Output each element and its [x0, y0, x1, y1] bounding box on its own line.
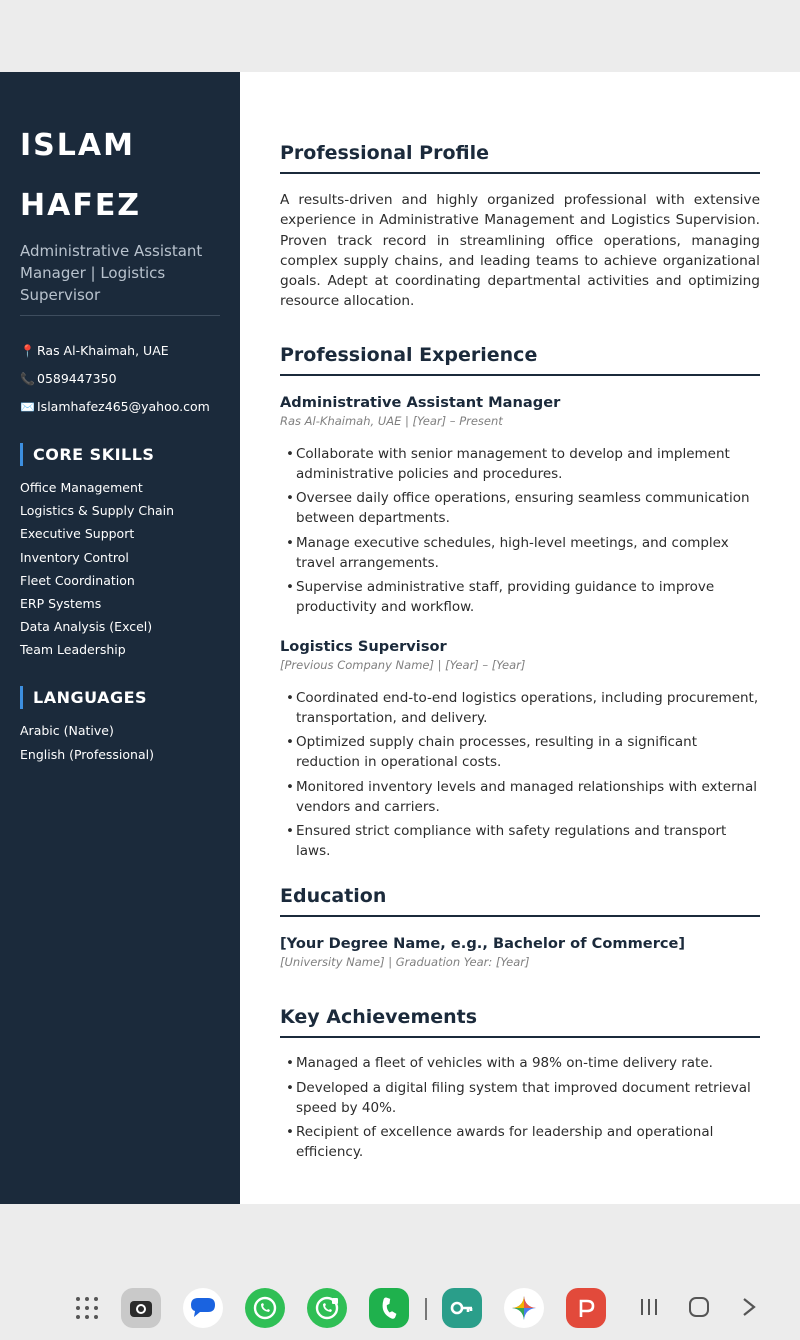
- messages-app-icon[interactable]: [183, 1288, 223, 1328]
- email-text: Islamhafez465@yahoo.com: [37, 399, 210, 414]
- bullet-item: • Supervise administrative staff, providing guidance to improve productivity and workflow.: [280, 577, 760, 617]
- achievement-item: • Recipient of excellence awards for leadership and operational efficiency.: [280, 1122, 760, 1162]
- name-line-2: HAFEZ: [20, 188, 142, 223]
- bullet-item: • Oversee daily office operations, ensuring seamless communication between departments.: [280, 488, 760, 528]
- job-bullets: [280, 444, 760, 617]
- pdf-app-icon[interactable]: [566, 1288, 606, 1328]
- phone-app-icon[interactable]: [369, 1288, 409, 1328]
- contact-location: [20, 343, 220, 359]
- android-taskbar: [0, 1276, 800, 1340]
- contact-phone[interactable]: [20, 371, 220, 387]
- experience-heading: Professional Experience: [280, 342, 760, 376]
- job-entry: [280, 393, 760, 617]
- languages-heading: LANGUAGES: [20, 686, 220, 709]
- location-text: Ras Al-Khaimah, UAE: [37, 343, 169, 358]
- achievement-item: • Managed a fleet of vehicles with a 98% on-time delivery rate.: [280, 1053, 760, 1073]
- app-drawer-icon[interactable]: [76, 1297, 98, 1319]
- bullet-item: • Collaborate with senior management to develop and implement administrative policies and procedures.: [280, 444, 760, 484]
- bullet-item: • Coordinated end-to-end logistics operations, including procurement, transportation, and delivery.: [280, 688, 760, 728]
- taskbar-divider: [425, 1298, 427, 1320]
- education-section: [280, 883, 760, 970]
- profile-section: [280, 140, 760, 312]
- language-item: Arabic (Native): [20, 723, 114, 739]
- job-title: Administrative Assistant Manager: [280, 393, 561, 411]
- back-icon[interactable]: [738, 1296, 760, 1322]
- education-heading: Education: [280, 883, 760, 917]
- phone-icon: 📞: [20, 372, 35, 386]
- gemini-app-icon[interactable]: [504, 1288, 544, 1328]
- camera-app-icon[interactable]: [121, 1288, 161, 1328]
- job-title: Logistics Supervisor: [280, 637, 447, 655]
- skill-item: Data Analysis (Excel): [20, 619, 153, 635]
- whatsapp-app-icon[interactable]: [245, 1288, 285, 1328]
- profile-text: A results-driven and highly organized professional with extensive experience in Administrative Management and Logistics Supervision. Proven track record in streamlining office operations, managing complex supply chains, and leading teams to achieve organizational goals. Adept at coordinating departmental activities and optimizing resource allocation.: [280, 192, 760, 310]
- skills-list: [20, 480, 220, 658]
- bullet-item: • Manage executive schedules, high-level meetings, and complex travel arrangements.: [280, 533, 760, 573]
- bullet-item: • Ensured strict compliance with safety regulations and transport laws.: [280, 821, 760, 861]
- vpn-key-app-icon[interactable]: [442, 1288, 482, 1328]
- phone-text: 0589447350: [37, 371, 117, 386]
- skill-item: ERP Systems: [20, 595, 102, 611]
- home-icon[interactable]: [688, 1296, 710, 1322]
- sidebar-divider: [20, 315, 220, 316]
- education-meta: [University Name] | Graduation Year: [Year]: [280, 955, 530, 970]
- envelope-icon: ✉️: [20, 400, 35, 414]
- job-bullets: [280, 688, 760, 861]
- achievement-item: • Developed a digital filing system that improved document retrieval speed by 40%.: [280, 1078, 760, 1118]
- recent-apps-icon[interactable]: [638, 1296, 660, 1322]
- achievements-heading: Key Achievements: [280, 1004, 760, 1038]
- achievements-list: [280, 1053, 760, 1162]
- skill-item: Inventory Control: [20, 549, 129, 565]
- job-meta: [Previous Company Name] | [Year] – [Year]: [280, 657, 526, 672]
- skills-heading: CORE SKILLS: [20, 443, 220, 466]
- whatsapp-business-app-icon[interactable]: [307, 1288, 347, 1328]
- contact-email[interactable]: [20, 399, 220, 415]
- degree-name: [Your Degree Name, e.g., Bachelor of Commerce]: [280, 935, 686, 953]
- resume-document: [0, 72, 800, 1204]
- languages-list: [20, 723, 220, 762]
- bullet-item: • Monitored inventory levels and managed relationships with external vendors and carriers.: [280, 777, 760, 817]
- achievements-section: [280, 1004, 760, 1162]
- skill-item: Office Management: [20, 480, 143, 495]
- skill-item: Fleet Coordination: [20, 572, 135, 588]
- name-line-1: ISLAM: [20, 128, 135, 163]
- profile-heading: Professional Profile: [280, 140, 760, 174]
- pin-icon: 📍: [20, 344, 35, 358]
- job-meta: Ras Al-Khaimah, UAE | [Year] – Present: [280, 413, 503, 428]
- experience-section: [280, 342, 760, 861]
- skill-item: Executive Support: [20, 526, 135, 542]
- skill-item: Team Leadership: [20, 642, 126, 658]
- skill-item: Logistics & Supply Chain: [20, 503, 175, 519]
- job-headline: Administrative Assistant Manager | Logistics Supervisor: [20, 242, 203, 304]
- job-entry: [280, 637, 760, 861]
- resume-main: [240, 72, 800, 1204]
- bullet-item: • Optimized supply chain processes, resulting in a significant reduction in operational costs.: [280, 732, 760, 772]
- language-item: English (Professional): [20, 746, 154, 762]
- resume-sidebar: [0, 72, 240, 1204]
